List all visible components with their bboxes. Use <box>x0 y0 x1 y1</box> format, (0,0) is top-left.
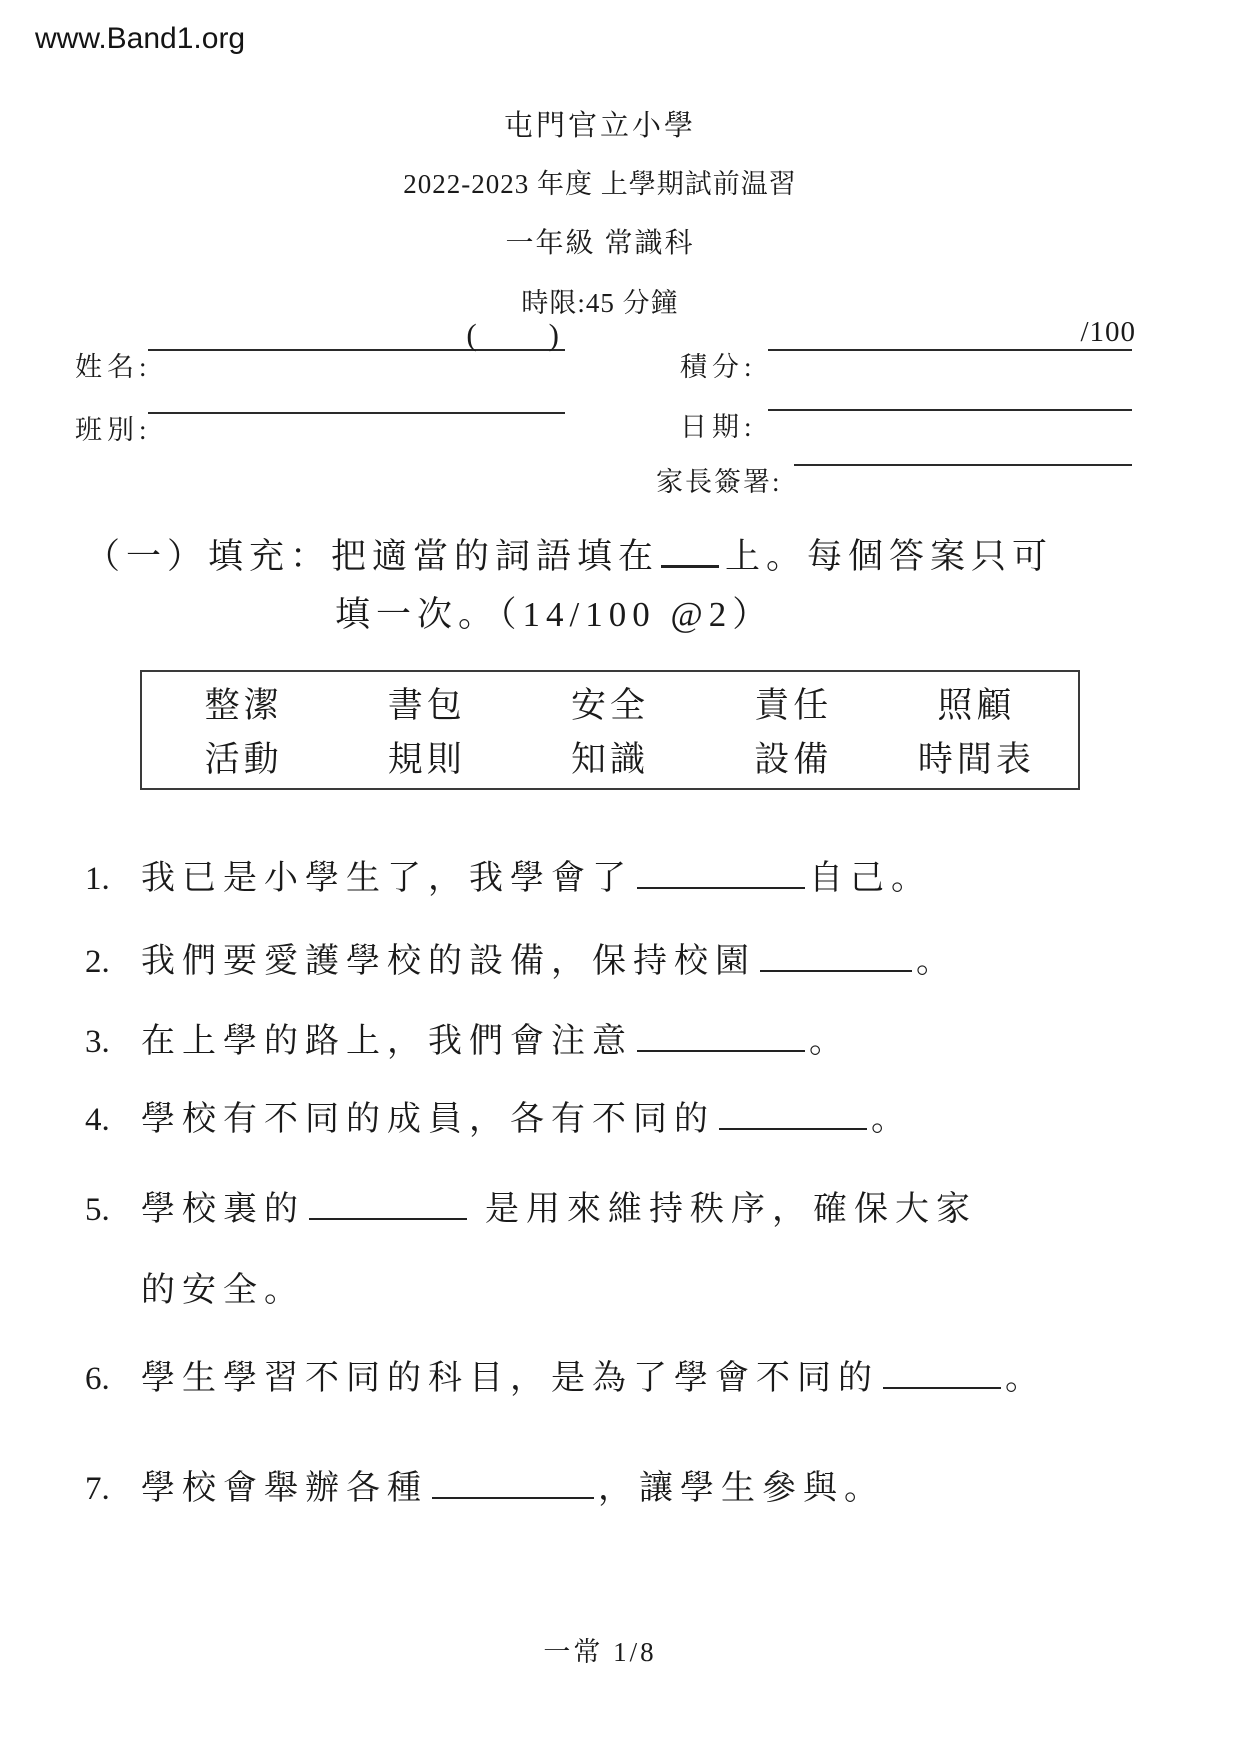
class-label: 班別: <box>75 415 152 445</box>
time-limit: 時限:45 分鐘 <box>521 288 679 318</box>
question-text: 學校有不同的成員，各有不同的 。 <box>141 1091 912 1140</box>
name-label: 姓名: <box>75 352 152 382</box>
question-4 <box>85 1091 912 1140</box>
question-1 <box>85 850 932 899</box>
word-bank-item: 知識 <box>570 740 649 779</box>
score-denominator: /100 <box>1080 316 1136 348</box>
word-bank-item: 設備 <box>754 740 833 779</box>
answer-blank <box>432 1463 594 1499</box>
question-text: 我已是小學生了，我學會了 自己。 <box>141 850 932 899</box>
question-number: 2. <box>85 944 110 980</box>
question-2 <box>85 933 957 982</box>
word-bank-item: 規則 <box>387 740 466 779</box>
question-5 <box>85 1181 977 1230</box>
date-label: 日期: <box>680 412 757 442</box>
question-6 <box>85 1350 1046 1399</box>
section-one-heading-line2: 填一次。（14/100 @2） <box>335 595 774 634</box>
question-number: 7. <box>85 1471 110 1507</box>
answer-blank <box>883 1353 1001 1389</box>
question-text: 學校會舉辦各種 ，讓學生參與。 <box>141 1460 885 1509</box>
grade-subject: 一年級 常識科 <box>505 228 695 259</box>
word-bank-item: 書包 <box>387 686 466 725</box>
watermark-url: www.Band1.org <box>35 22 246 55</box>
word-bank-box <box>140 670 1080 790</box>
parent-signature-label: 家長簽署: <box>656 467 782 497</box>
class-number-parens <box>466 317 559 353</box>
exam-title: 2022-2023 年度 上學期試前温習 <box>403 169 797 199</box>
name-blank-line <box>148 315 565 351</box>
paren-close: ) <box>548 317 559 352</box>
heading-inline-blank <box>661 534 719 568</box>
question-number: 5. <box>85 1192 110 1228</box>
question-text: 在上學的路上，我們會注意 。 <box>141 1013 850 1062</box>
answer-blank <box>760 936 912 972</box>
question-number: 1. <box>85 861 110 897</box>
question-number: 4. <box>85 1102 110 1138</box>
word-bank-item: 整潔 <box>204 686 283 725</box>
answer-blank <box>309 1184 467 1220</box>
answer-blank <box>719 1094 867 1130</box>
word-bank-item: 照顧 <box>937 686 1016 725</box>
question-7 <box>85 1460 885 1509</box>
page-number: 一常 1/8 <box>543 1637 657 1667</box>
question-number: 6. <box>85 1361 110 1397</box>
question-number: 3. <box>85 1024 110 1060</box>
answer-blank <box>637 853 805 889</box>
score-blank-line <box>768 315 1136 351</box>
question-5-continuation: 的安全。 <box>141 1272 305 1309</box>
word-bank-item: 時間表 <box>917 740 1035 779</box>
question-text: 學校裏的 是用來維持秩序，確保大家 <box>141 1181 977 1230</box>
question-text: 我們要愛護學校的設備，保持校園 。 <box>141 933 957 982</box>
section-one-heading-suffix: 上。每個答案只可 <box>725 537 1054 576</box>
parent-signature-blank-line <box>794 430 1132 466</box>
answer-blank <box>637 1016 805 1052</box>
section-one-heading <box>85 528 1155 644</box>
word-bank-item: 責任 <box>754 686 833 725</box>
word-bank-item: 活動 <box>204 740 283 779</box>
paren-open: ( <box>466 317 477 352</box>
question-text: 學生學習不同的科目，是為了學會不同的 。 <box>141 1350 1046 1399</box>
date-blank-line <box>768 375 1132 411</box>
word-bank-item: 安全 <box>570 686 649 725</box>
section-one-heading-prefix: （一）填充：把適當的詞語填在 <box>85 537 660 576</box>
question-3 <box>85 1013 850 1062</box>
class-blank-line <box>148 378 565 414</box>
score-label: 積分: <box>680 352 757 382</box>
school-name: 屯門官立小學 <box>503 110 696 142</box>
